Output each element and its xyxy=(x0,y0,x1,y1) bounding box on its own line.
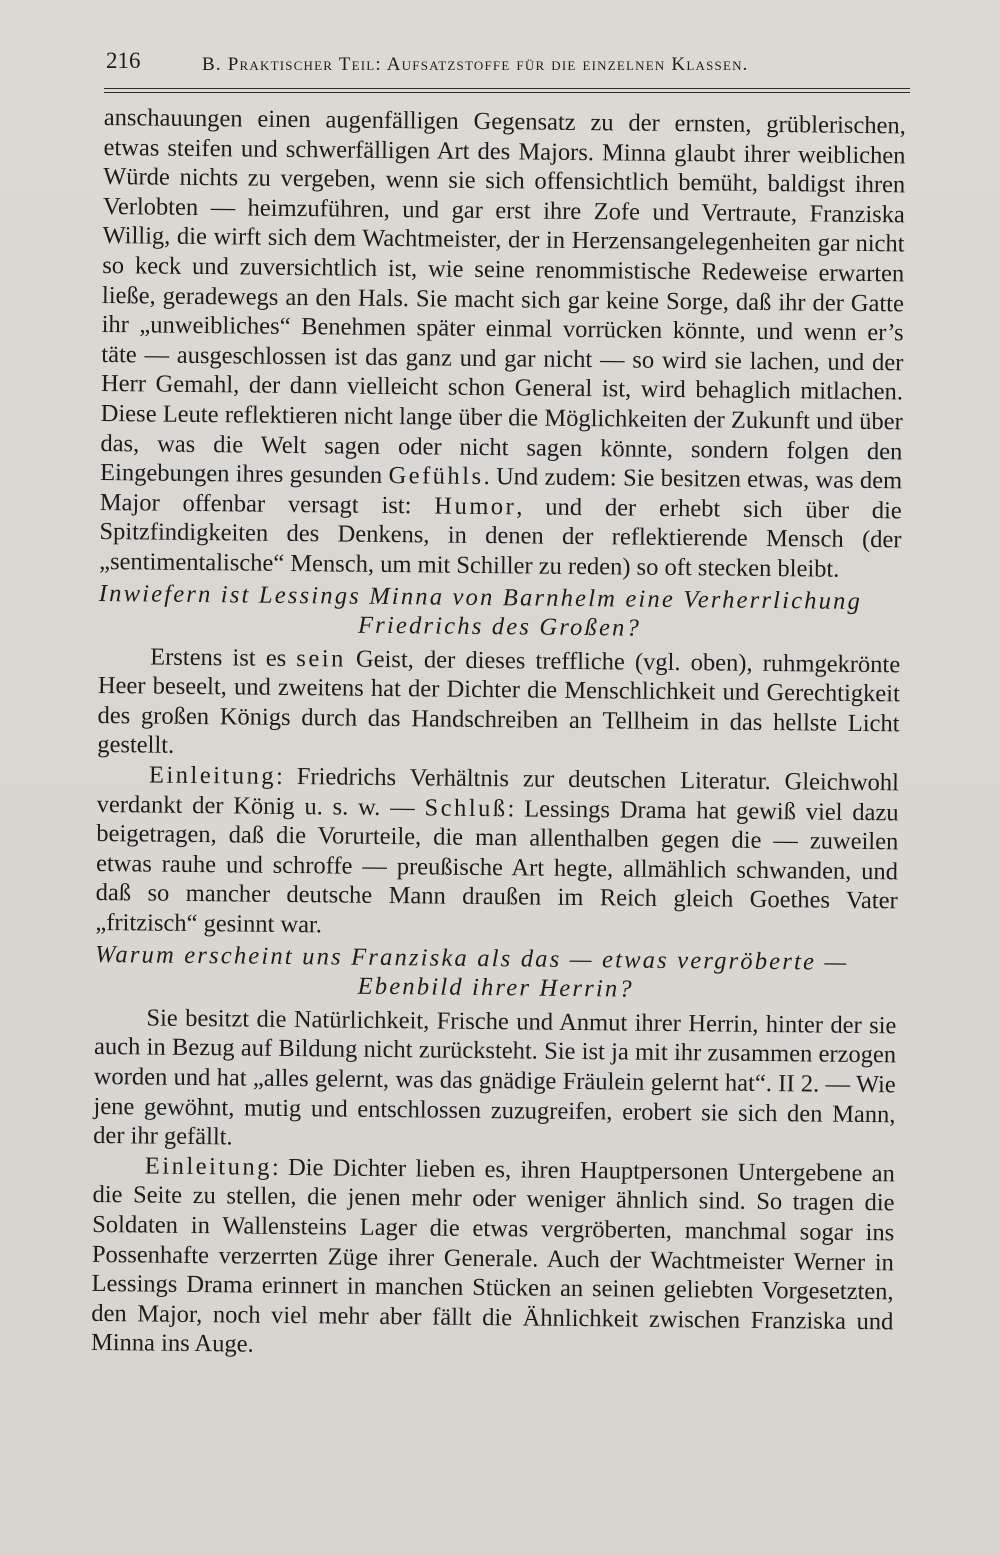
body-text xyxy=(91,103,906,1366)
spaced-word-humor: Humor xyxy=(434,492,517,521)
paragraph-2-text-a: Erstens ist es xyxy=(150,643,287,672)
spaced-word-schluss: Schluß xyxy=(424,794,508,822)
paragraph-3-text-b: : Lessings Drama hat gewiß viel dazu beigetragen, daß die Vorurteile, die man allenthalben gegen die — zuweilen etwas rauhe und schroffe — preußische Art hegte, allmählich schwanden, und daß so mancher deutsche Mann draußen im Reich gleich Goethes Vater „fritzisch“ gesinnt war. xyxy=(95,794,899,939)
page-number: 216 xyxy=(106,48,141,73)
spaced-word-gefuehls: Gefühls xyxy=(388,462,484,491)
question-2-line-2: Ebenbild ihrer Herrin? xyxy=(357,972,634,1003)
question-1-line-2: Friedrichs des Großen? xyxy=(357,611,642,642)
paragraph-4: Sie besitzt die Natürlichkeit, Frische und Anmut ihrer Herrin, hinter der sie auch in Bezug auf Bildung nicht zurücksteht. Sie ist ja mit ihr zusammen erzogen worden und hat „alles gelernt, was das gnädige Fräulein gelernt hat“. II 2. — Wie jene gewöhnt, mutig und entschlossen zuzugreifen, erobert sie sich den Mann, der ihr gefällt. xyxy=(93,1004,897,1151)
paragraph-3 xyxy=(95,760,899,946)
header-rule xyxy=(104,88,910,93)
question-heading-2 xyxy=(95,940,898,1008)
paragraph-5-text: : Die Dichter lieben es, ihren Hauptpersonen Untergebene an die Seite zu stellen, die jenen mehr oder weniger ähnlich sind. So tragen die Soldaten in Wallensteins Lager die etwas vergröberten, manchmal sogar ins Possenhafte verzerrten Züge ihrer Generale. Auch der Wachtmeister Werner in Lessings Drama erinnert in manchen Stücken an seinen geliebten Vorgesetzten, den Major, noch viel mehr aber fällt die Ähnlichkeit zwischen Franziska und Minna ins Auge. xyxy=(90,1153,895,1358)
paragraph-5 xyxy=(91,1151,895,1367)
spaced-word-einleitung: Einleitung xyxy=(148,761,277,790)
paragraph-3-text-a: : Friedrichs Verhältnis zur deutschen Literatur. Gleichwohl verdankt der König u. s. w. — xyxy=(96,762,900,821)
running-title: B. Praktischer Teil: Aufsatzstoffe für die einzelnen Klassen. xyxy=(202,54,749,75)
paragraph-2 xyxy=(97,642,900,769)
paragraph-1-text-b: . Und zudem: Sie besitzen etwas, was dem Major offenbar versagt ist: xyxy=(99,463,903,519)
paragraph-2-text-b: Geist, der dieses treffliche (vgl. oben), ruhmgekrönte Heer beseelt, und zweitens hat der Dichter die Menschlichkeit und Gerechtigkeit des großen Königs durch das Handschreiben an Tellheim in das hellste Licht gestellt. xyxy=(97,645,901,760)
question-1-line-1: Inwiefern ist Lessings Minna von Barnhelm eine Verherrlichung xyxy=(98,579,863,615)
paragraph-1-text: anschauungen einen augenfälligen Gegensatz zu der ernsten, grüblerischen, etwas steifen und schwerfälligen Art des Majors. Minna glaubt ihrer weiblichen Würde nichts zu vergeben, wenn sie sich offensichtlich bemüht, baldigst ihren Verlobten — heimzuführen, und gar erst ihre Zofe und Vertraute, Franziska Willig, die wirft sich dem Wachtmeister, der in Herzensangelegenheiten gar nicht so keck und zuversichtlich ist, wie seine renommistische Redeweise erwarten ließe, geradewegs an den Hals. Sie macht sich gar keine Sorge, daß ihr der Gatte ihr „unweibliches“ Benehmen später einmal vorrücken könnte, und wenn er’s täte — ausgeschlossen ist das ganz und gar nicht — so wird sie lachen, und der Herr Gemahl, der dann vielleicht schon General ist, wird behaglich mitlachen. Diese Leute reflektieren nicht lange über die Möglichkeiten der Zukunft und über das, was die Welt sagen oder nicht sagen könnte, sondern folgen den Eingebungen ihres gesunden xyxy=(99,103,906,490)
spaced-word-einleitung-2: Einleitung xyxy=(144,1152,273,1181)
spaced-word-sein: sein xyxy=(296,644,346,673)
paragraph-1-text-c: , und der erhebt sich über die Spitzfindigkeiten des Denkens, in denen der reflektierende Mensch (der „sentimentalische“ Mensch, um mit Schiller zu reden) so oft stecken bleibt. xyxy=(99,493,902,583)
question-heading-1 xyxy=(98,578,901,646)
paragraph-1 xyxy=(99,103,906,585)
running-head xyxy=(104,46,906,82)
question-2-line-1: Warum erscheint uns Franziska als das — etwas vergröberte — xyxy=(94,940,849,976)
